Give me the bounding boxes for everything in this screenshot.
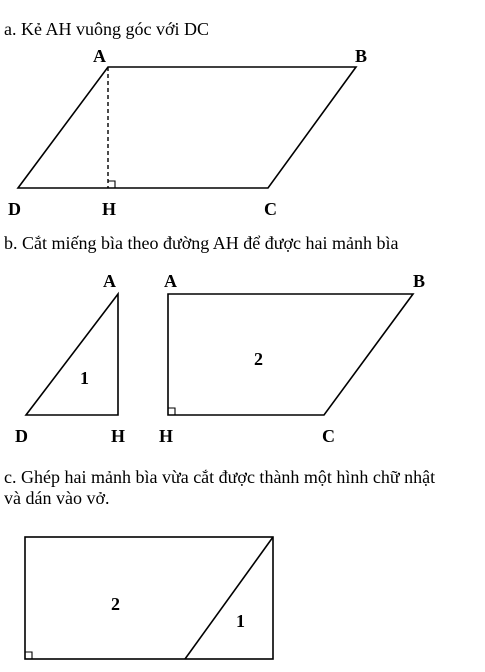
piece-number-1: 1 xyxy=(80,368,89,388)
caption-b: b. Cắt miếng bìa theo đường AH để được hai mảnh bìa xyxy=(4,233,399,253)
rect-piece-number-1: 1 xyxy=(236,611,245,631)
caption-c-line2: và dán vào vở. xyxy=(4,488,110,508)
right-angle-mark-rect xyxy=(25,652,32,659)
right-angle-mark-h2 xyxy=(168,408,175,415)
label-a: A xyxy=(93,46,106,66)
caption-c-line1: c. Ghép hai mảnh bìa vừa cắt được thành một hình chữ nhật xyxy=(4,467,436,487)
trapezoid-label-h: H xyxy=(159,426,174,446)
label-b: B xyxy=(355,46,368,66)
assembled-rectangle xyxy=(25,537,273,659)
label-h: H xyxy=(102,199,117,219)
rectangle-outline xyxy=(25,537,273,659)
label-d: D xyxy=(8,199,21,219)
triangle-piece-1 xyxy=(26,294,118,415)
trapezoid-piece-2 xyxy=(168,294,413,415)
piece-number-2: 2 xyxy=(254,349,263,369)
triangle-label-a: A xyxy=(103,271,116,291)
trapezoid-label-c: C xyxy=(322,426,335,446)
triangle-label-d: D xyxy=(15,426,28,446)
trapezoid-outline xyxy=(168,294,413,415)
parallelogram-abcd xyxy=(18,67,356,188)
label-c: C xyxy=(264,199,277,219)
parallelogram-outline xyxy=(18,67,356,188)
rect-piece-number-2: 2 xyxy=(111,594,120,614)
triangle-outline xyxy=(26,294,118,415)
cut-line xyxy=(185,537,273,659)
right-angle-mark-h xyxy=(108,181,115,188)
caption-a: a. Kẻ AH vuông góc với DC xyxy=(4,19,209,39)
trapezoid-label-a: A xyxy=(164,271,177,291)
trapezoid-label-b: B xyxy=(413,271,426,291)
triangle-label-h: H xyxy=(111,426,126,446)
